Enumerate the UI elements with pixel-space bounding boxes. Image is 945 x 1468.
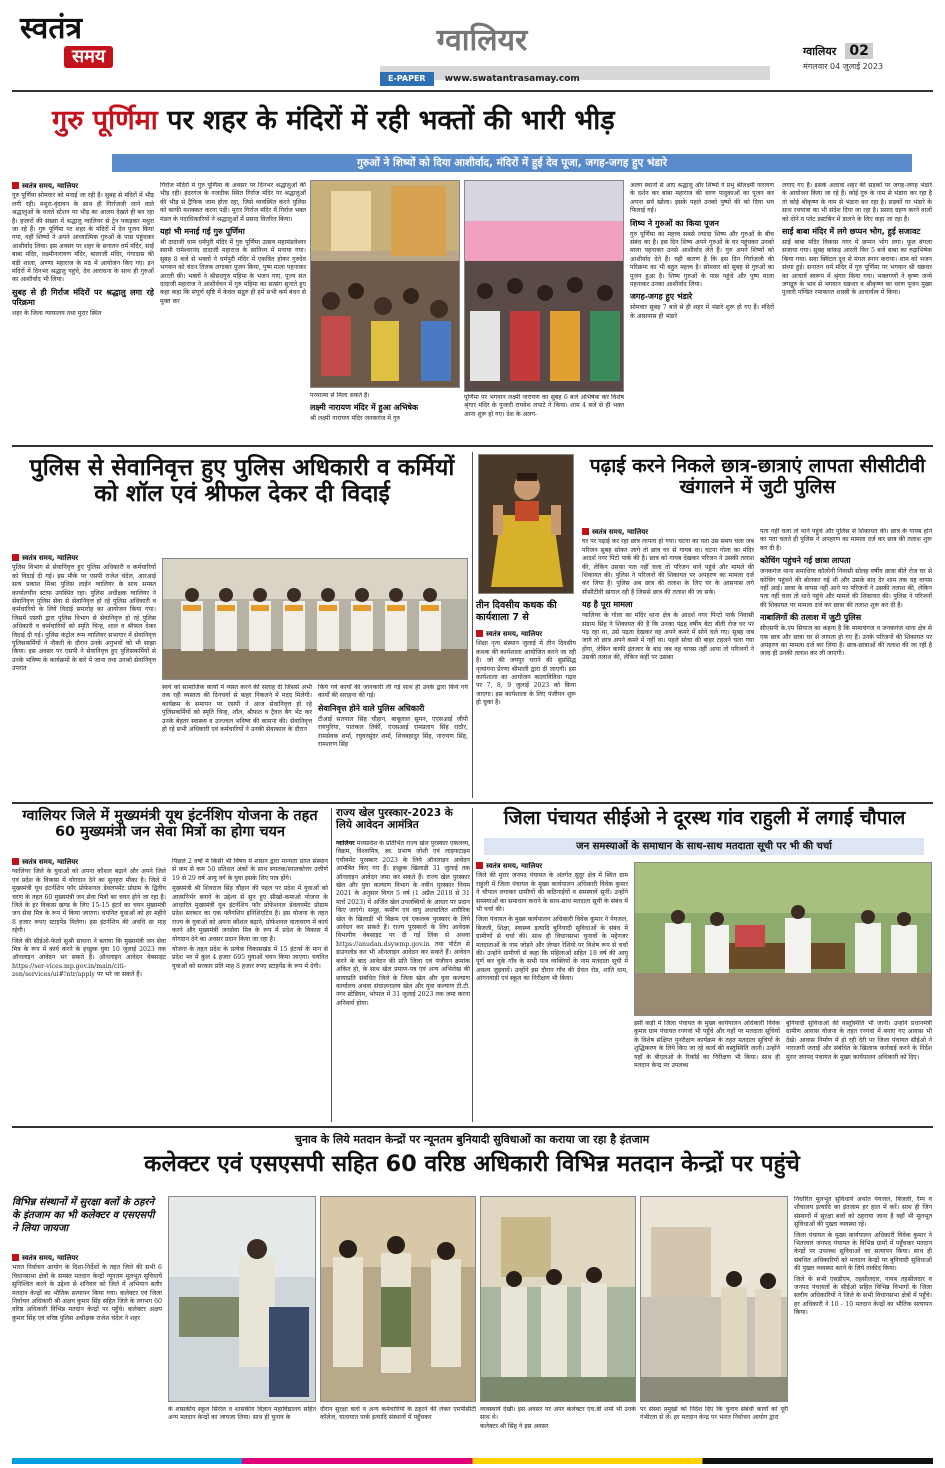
story4-col1-b: ग्वालियर के गोला का मंदिर थाना क्षेत्र के आदर्श नगर पिन्टो पार्क निवासी संग्राम सिंह ने शिकायत की है कि उनका पंद्रह वर्षीय बेटा बीती रोज घर पर पढ़ रहा था, उसे पढ़ता देखकर वह अपने कमरे में सोने चले गए। सुबह जब जागे तो छात्र अपने कमरे में नहीं था। पहले सोचा की बाहर टहलने चला गया होगा, लेकिन काफी इंतजार के बाद जब वह वापस नहीं आया तो परिजनों ने उसकी तलाश की, लेकिन कहीं पर उसका	[582, 612, 754, 662]
story1-photo1-subhead: लक्ष्मी नारायण मंदिर में हुआ अभिषेक	[310, 403, 419, 413]
story7-col2: इसी कड़ी में जिला पंचायत के मुख्य कार्यपालन अधिकारी विवेक कुमार ग्राम पंचायत रनगवां भी पहुँचे और यहाँ पर मतदाता सूचियों के विशेष संक्षिप्त पुनरीक्षण कार्यक्रम के तहत मतदाता सूचियों के शुद्धिकरण के लिये किए जा रहे कार्य की वस्तुस्थिति जानी। उन्होंने यहाँ के बीएलओ के रिकॉर्ड का निरीक्षण भी किया। साथ ही मतदान केन्द्र पर उपलब्ध	[634, 1020, 780, 1070]
story8-col1-text: भारत निर्वाचन आयोग के दिशा-निर्देशों के तहत जिले की सभी 6 विधानसभा क्षेत्रों के समस्त मतदान केन्द्रों न्यूनतम मूलभूत सुविधायें सुनिश्चित करने के उद्देश्य से शनिवार को जिले में अभियान बतौर मतदान केन्द्रों का भौतिक सत्यापन किया गया। कलेक्टर एवं जिला निर्वाचन अधिकारी श्री अक्षय कुमार सिंह सहित जिले के लगभग 60 वरिष्ठ अधिकारी विभिन्न मतदान केन्द्रों पर पहुँचे। कलेक्टर अक्षय कुमार सिंह एवं वरिष्ठ पुलिस अधीक्षक राजेश चंदेल ने शहर	[12, 1264, 162, 1322]
story7-byline: स्वतंत्र समय, ग्वालियर	[476, 862, 628, 870]
election-photo-2	[320, 1196, 476, 1402]
story4-col2-subhead2: नाबालिगों की तलाश में जुटी पुलिस	[760, 613, 862, 623]
story-election-booths	[12, 1130, 933, 1454]
edition-date: मंगलवार 04 जुलाई 2023	[803, 62, 884, 71]
story4-col2-b: जनकगंज थाना समाधिया कॉलोनी निवासी सोलह वर्षीय छात्रा बीते रोज घर से कोचिंग पहुंचने की बोलकर गई थी और उसके बाद देर शाम तक वह वापस नहीं आई। छात्रा के वापस नहीं आने पर परिजनों ने उसकी तलाश की, लेकिन पता नहीं चला तो थाने पहुंचे और मामले की शिकायत की। पुलिस ने परिजनों की शिकायत पर मामला दर्ज कर छात्रा की तलाश शुरू कर दी है।	[760, 568, 932, 609]
masthead	[0, 0, 945, 88]
story1-col5-subhead2: जगह-जगह हुए भंडारे	[630, 292, 693, 302]
story1-col1	[12, 182, 154, 440]
story2-col3-text: किये गये कार्यों की जानकारी ली गई साथ ही उनके द्वारा किये गये कार्यों की सराहना की गई।	[318, 684, 468, 700]
election-photo-4	[640, 1196, 788, 1402]
story4-byline: स्वतंत्र समय, ग्वालियर	[582, 528, 754, 536]
story7-headline: जिला पंचायत सीईओ ने दूरस्थ गांव राहुली में लगाई चौपाल	[503, 807, 906, 829]
story-missing-students	[582, 450, 933, 800]
story5-col1-text: ग्वालियर जिले के युवाओं को अपना कौशल बढ़ाने और अपने जिले एवं प्रदेश के विकास में योगदान देने का सुनहरा मौका है। जिले में मुख्यमंत्री यूथ इंटर्नशिप फॉर प्रोफेशनल डेवलपमेंट प्रोग्राम के द्वितीय चरण के तहत 60 मुख्यमंत्री जन सेवा मित्रों का चयन होने जा रहा है। जिले के हर विकास खण्ड के लिए 15-15 इंटर्न का चयन मुख्यमंत्री जन सेवा मित्र के रूप में किया जाएगा। चयनित युवाओं को हर महीने 8 हजार रूपए स्टाइपेंड मिलेगा। इस इंटर्नशिप की अवधि छः माह रहेगी।	[12, 868, 166, 935]
story1-photo1-tail: श्री लक्ष्मी नारायण मंदिर जनकगंज में गुरु	[310, 415, 401, 423]
story2-col3-subhead: सेवानिवृत्त होने वाले पुलिस अधिकारी	[318, 703, 425, 713]
rule-story2	[12, 802, 933, 804]
story6-body-text: मध्यप्रदेश के प्रतिभित राज्य खेल पुरस्कार एकलव्य, विक्रम, विश्वामित्र, स्व. प्रभाष जोशी एवं लाइफटाइम एचीवमेंट पुरस्कार 2023 के लिये ऑनलाइन आवेदन आमंत्रित किए गए हैं। इच्छुक खिलाड़ी 31 जुलाई तक ऑनलाइन आवेदन जमा कर सकते हैं। राज्य खेल पुरस्कार खेल और युवा कल्याण विभाग के नवीन पुरस्कार नियम 2021 के अनुसार विगत 5 वर्ष (1 अप्रैल 2018 से 31 मार्च 2023) में अर्जित खेल उपलब्धियों के आधार पर प्रदान किए जाएंगे। समूह, कर्मीण एवं वायु अधचालित शारीरिक खेल के खिलाड़ी भी विक्रम एवं एकलव्य पुरस्कार के लिये आवेदन कर सकते हैं। राज्य पुरस्कारों के लिए आवेदक विभागीय वेबसाइट पर दी गई लिंक से अथवा https://anudan.dsywmp.gov.in तथा पोर्टल से डाउनलोड कर भी ऑनलाइन आवेदन कर सकते हैं। आवेदन करने के बाद आवेदन की प्रति जिला एवं पंजीयन क्रमांक अंकित हो, के साथ खेल प्रमाण-पत्र एवं अन्य अभिलेख की छायाप्रति संबंधित जिले के जिला खेल और युवा कल्याण कार्यालय अथवा संचालनालय खेल और युवा कल्याण टी.टी. नगर स्टेडियम, भोपाल में 31 जुलाई 2023 तक जमा करना अनिवार्य होगा।	[336, 840, 470, 1007]
story5-headline: ग्वालियर जिले में मुख्यमंत्री यूथ इंटर्नशिप योजना के तहत 60 मुख्यमंत्री जन सेवा मित्रों का होगा चयन	[22, 808, 318, 841]
story1-col1-text: गुरु पूर्णिमा सोमवार को मनाई जा रही है। सुबह से मंदिरों में भीड़ लगी रही। मथुरा-वृंदावन के साथ ही गिर्राजजी जाने वाले श्रद्धालुओं के चलते स्टेशन पर भीड़ का आलम देखते ही बन रहा है। हजारों की संख्या में श्रद्धालु ग्वालियर से ट्रेन पकड़कर मथुरा जा रहे हैं। गुरु पूर्णिमा पर शहर के मंदिरों में देव पूजन किया गया, वहीं शिष्यों ने अपने आध्यात्मिक गुरुओं के पास पहुंचकर आशीर्वाद लिया। इस अवसर पर शहर के सनातन धर्म मंदिर, साईं बाबा मंदिर, लक्ष्मीनारायण मंदिर, बालाजी मंदिर, गंगादास की बड़ी शाला, अण्णा महाराज के मठ में आयोजन किए गए। इन मंदिरों में दिनभर श्रद्धालु पहुंचे, देव आराधना के साथ ही गुरुओं का आशीर्वाद भी लिया।	[12, 192, 154, 284]
story2-headline: पुलिस से सेवानिवृत्त हुए पुलिस अधिकारी व कर्मियों को शॉल एवं श्रीफल देकर दी विदाई	[29, 455, 455, 507]
story1-photo2-caption: पूर्णिमा पर भगवान लक्ष्मी नारायण का सुबह 6 बजे अभिषेक कर विशेष श्रृंगार मंदिर के पुजारी राघवेश लपाटे ने किया। शाम 4 बजे से ही भक्त आना शुरू हो गए। देश के अलग-	[464, 394, 624, 418]
story1-headline	[52, 106, 912, 136]
epaper-label: E-PAPER	[380, 72, 434, 86]
kathak-dancer-photo	[478, 454, 574, 594]
story8-side-head: विभिन्न संस्थानों में सुरक्षा बलों के ठहरने के इंतजाम का भी कलेक्टर व एसएसपी ने लिया जायजा	[12, 1197, 155, 1234]
epaper-strip	[380, 66, 770, 84]
story-police-farewell	[12, 450, 470, 800]
story1-col1-subhead: सुबह से ही गिर्राज मंदिरों पर श्रद्धालु लगा रहे परिक्रमा	[12, 287, 154, 307]
story4-col1-text: घर पर पढ़ाई कर रहा छात्र लापता हो गया। घटना का पता उस समय चला जब परिजन सुबह सोकर जागे तो छात्र घर से गायब था। घटना गोला का मंदिर आदर्श नगर पिंटो पार्क की है। छात्र को गायब देखकर परिजन ने उसकी तलाश की, लेकिन उसका पता नहीं चला तो परिजन थाने पहुंचे और मामले की शिकायत की। पुलिस ने परिजनों की शिकायत पर अपहरण का मामला दर्ज कर लिया है। पुलिस अब छात्र की तलाश के लिए घर के आसपास लगे सीसीटीवी खंगाल रही है जिससे छात्र की तलाश की जा सके।	[582, 538, 754, 596]
story-kathak-workshop	[476, 450, 576, 800]
story5-col2	[172, 858, 328, 1122]
story1-col6-text: लगाए गए हैं। इसके अलावा शहर की सड़कों पर जगह-जगह भंडारे के आयोजन किया जा रहे हैं। कोई गुरु के नाम से भंडारा कर रहा है तो कोई श्रीकृष्ण के नाम से भंडारा कर रहा है। सड़कों पर भंडारे के साथ रथयात्रा का भी संदेश दिया जा रहा है। प्रसाद ग्रहण करने वालों को दोने व प्लेट डस्टबिन में डालने के लिए कहा जा रहा है।	[782, 182, 932, 223]
city-title: ग्वालियर	[436, 23, 528, 58]
story8-headline: कलेक्टर एवं एसएसपी सहित 60 वरिष्ठ अधिकारी विभिन्न मतदान केन्द्रों पर पहुंचे	[144, 1151, 800, 1177]
story5-col2-c: योजना के तहत प्रदेश के प्रत्येक विकासखंड में 15 इंटर्न्स के मान से प्रदेश भर में कुल 4 हजार 695 युवाओं चयन किया जाएगा। चयनित युवाओं को सरकार प्रति माह 8 हजार रुपए स्टाइपेंड के रूप में देगी।	[172, 946, 328, 970]
edition-name: ग्वालियर	[803, 45, 837, 58]
story8-col1	[12, 1254, 162, 1452]
story6-byline: ग्वालियर	[336, 840, 355, 847]
story1-photo1-caption	[310, 392, 460, 440]
rule-vert-mid	[472, 452, 473, 798]
election-photo-3	[480, 1196, 636, 1402]
story1-col5-subhead: शिष्य ने गुरुओं का किया पूजन	[630, 218, 719, 228]
story3-body	[476, 630, 576, 798]
chaupal-photo	[634, 862, 932, 1016]
story8-cap3-text: व्यवस्थायें देखीं। इस अवसर पर अपर कलेक्टर एच.बी शर्मा भी उनके साथ थे।	[480, 1406, 636, 1422]
police-farewell-photo	[162, 558, 468, 680]
story1-col6	[782, 182, 932, 440]
story4-col1	[582, 528, 754, 798]
story4-col1-subhead: यह है पूरा मामला	[582, 600, 633, 610]
story1-headline-rest: पर शहर के मंदिरों में रही भक्तों की भारी भीड़	[167, 105, 615, 136]
story3-title: तीन दिवसीय कथक की कार्यशाला 7 से	[476, 600, 557, 623]
temple-crowd-photo-1	[310, 180, 460, 388]
temple-crowd-photo-2	[464, 180, 624, 392]
story-youth-internship	[12, 806, 328, 1124]
story4-col2-subhead: कोचिंग पहुंचने गई छात्रा लापता	[760, 556, 851, 566]
story6-headline: राज्य खेल पुरस्कार-2023 के लिये आवेदन आमंत्रित	[336, 807, 453, 831]
story1-col5-c: सोमवार सुबह 7 बजे से ही शहर में भंडारे शुरू हो गए हैं। मंदिरों के आसपास ही भंडारे	[630, 304, 774, 320]
story5-byline: स्वतंत्र समय, ग्वालियर	[12, 858, 166, 866]
story4-col2-c: सीएसपी के.एम सियाज का कहना है कि मामाचंगज व जनकगंज थाना क्षेत्र से एक छात्र और छात्रा घर से लापता हो गए हैं। उनके परिजनों की शिकायत पर अपहरण का मामला दर्ज कर लिया है। छात्र-छात्राओं की तलाश की जा रही है जल्द ही उनकी तलाश कर ली जाएगी।	[760, 625, 932, 658]
story1-col2-text: गिर्राज मंदिरों में गुरु पूर्णिमा के अवसर पर दिनभर श्रद्धालुओं की भीड़ रही। इंदरगंज के नजदीक स्थित गिर्राज मंदिर पर श्रद्धालुओं की भीड़ से ट्रैफिक जाम होता रहा, जिसे व्यवस्थित करने पुलिस को काफी मशक्कत करना पड़ी। मुरार गिर्राज मंदिर में गिर्राज भक्त मंडल के पदाधिकारियों ने श्रद्धालुओं में प्रसाद वितरित किया।	[160, 182, 306, 223]
story7-col1-b: जिला पंचायत के मुख्य कार्यपालन अधिकारी विवेक कुमार ने पेयजल, बिजली, शिक्षा, स्वास्थ्य इत्यादि बुनियादी सुविधाओं के संबंध में ग्रामीणों से चर्चा की। साथ ही विधानसभा चुनावों के मद्देनजर मतदाताओं के नाम जोड़ने और जेण्डर रेशियो पर विशेष रूप से चर्चा की। उन्होंने ग्रामीणों से कहा कि महिलाओं सहित 18 वर्ष की आयु पूर्ण कर चुके गाँव के सभी पात्र व्यक्तियों के नाम मतदाता सूची में अवश्य जुड़वायें। उन्होंने इस दौरान गाँव की ग्रेवल रोड, शांति धाम, आंगनवाड़ी एवं स्कूल का निरीक्षण भी किया।	[476, 916, 628, 983]
story1-col2-subhead: यहां भी मनाई गई गुरु पूर्णिमा	[160, 227, 245, 237]
story8-kicker: चुनाव के लिये मतदान केन्द्रों पर न्यूनतम बुनियादी सुविधाओं का कराया जा रहा है इंतजाम	[294, 1133, 650, 1146]
story2-byline: स्वतंत्र समय, ग्वालियर	[12, 554, 156, 562]
story7-strap: जन समस्याओं के समाधान के साथ-साथ मतदाता सूची पर भी की चर्चा	[484, 838, 924, 855]
story5-col1-b[interactable]: जिले की सीईओ-फेलो सुश्री साधना ने बताया कि मुख्यमंत्री जन सेवा मित्र के रूप में कार्य करने के इच्छुक युवा 10 जुलाई 2023 तक ऑनलाइन आवेदन भर सकते हैं। ऑनलाइन आवेदन वेबसाइट https://ser-vices.mp.gov.in/main/citi-zen/services/ui#!ntr/apply पर भरे जा सकते हैं।	[12, 937, 166, 979]
logo-bottom: समय	[64, 46, 113, 68]
story8-byline: स्वतंत्र समय, ग्वालियर	[12, 1254, 162, 1262]
story8-col6-c: जिले के सभी एसडीएम, तहसीलदार, नायब तहसीलदार व जनपद पंचायतों के सीईओ सहित विभिन्न विभागों के जिला स्तरीय अधिकारियों ने जिले के सभी विधानसभा क्षेत्रों में पहुँचे। हर अधिकारी ने 10 - 10 मतदान केन्द्रों का भौतिक सत्यापन किया।	[794, 1275, 932, 1317]
story8-cap3-b: कलेक्टर श्री सिंह ने इस अवसर	[480, 1422, 549, 1430]
story3-body-text: शिक्षा नृत्य संस्थान जुलाई में तीन दिवसीय कथक की कार्यशाला आयोजित करने जा रही है। जो की जयपुर घराने की सुप्रसिद्ध नृत्यांगना प्रेरणा श्रीमाली द्वारा दी जाएगी। इस कार्यशाला का आयोजन कालाविविधा गढ़व पर 7, 8, 9 जुलाई 2023 को किया जाएगा। इस कार्यशाला के लिए पंजीयन शुरू हो चुका है।	[476, 640, 576, 707]
story1-strap: गुरुओं ने शिष्यों को दिया आशीर्वाद, मंदिरों में हुई देव पूजा, जगह-जगह हुए भंडारे	[112, 154, 912, 172]
story8-col6-b: जिला पंचायत के मुख्य कार्यपालन अधिकारी विवेक कुमार ने भितरवार जनपद पंचायत के विभिन्न ग्रामों में पहुँचकर मतदान केन्द्रों पर उपलब्ध सुविधाओं का सत्यापन किया। साथ ही संबंधित अधिकारियों को मतदान केन्द्रों पर बुनियादी सुविधाओं की पुख्ता व्यवस्था करने के लिये ताकीद किया।	[794, 1231, 932, 1273]
rule-story1	[12, 445, 933, 447]
story7-col3: बुनियादी सुविधाओं की वस्तुस्थिति भी जानी। उन्होंने प्रधानमंत्री ग्रामीण आवास योजना के तहत रनगवां में बनाए गए आवास भी देखे। आवास निर्माण में हो रही देरी पर जिला पंचायत सीईओ ने नाराजगी जताई और संबंधित के खिलाफ कार्रवाई करने के निर्देश मुरार जनपद पंचायत के मुख्य कार्यपालन अधिकारी को दिए।	[786, 1020, 932, 1061]
story1-col1-tail: शहर के जिला न्यायालय तथा मुरार स्थित	[12, 309, 102, 317]
logo-top: स्वतंत्र	[20, 11, 83, 46]
story7-col1-text: जिले की मुरार जनपद पंचायत के अंतर्गत सुदूर क्षेत्र में स्थित ग्राम राहुली में जिला पंचायत के मुख्य कार्यपालन अधिकारी विवेक कुमार ने चौपाल लगाकर ग्रामीणों की कठिनाईयों व समस्यायें सुनीं। उन्होंने समस्याओं का समाधान कराने के साथ-साथ मतदाता सूची के संबंध में भी चर्चा की।	[476, 872, 628, 914]
story1-col6-b: साईं बाबा मंदिर विकास नगर में छप्पन भोग लगा। फूल बंगला सजाया गया। सुबह कांकड़ आरती फिर 5 बजे बाबा का रुद्राभिषेक किया गया। सवा क्विंटल दूध से मंगल स्नान कराया। शाम को भजन संध्या हुई। सनातन धर्म मंदिर में गुरु पूर्णिमा पर भगवान श्री चक्रधर का आचार्य स्वरूप में श्रृंगार किया गया। भक्तगणों ने कृष्ण जन्मे जगद्गुरु के भाव से भगवान चक्रधर व श्रीकृष्ण का चरण पूजन मुख्य पुजारी पण्डित रमाकान्त शास्त्री के आचार्यत्व में किया।	[782, 239, 932, 297]
story8-col6	[794, 1196, 932, 1452]
story8-cap1: के शासकीय स्कूल सिरोल व शासकीय विज्ञान महाविद्यालय सहित अन्य मतदान केन्द्रों का जायजा लिया। साथ ही चुनाव के	[168, 1406, 316, 1422]
story1-headline-red: गुरु पूर्णिमा	[52, 105, 158, 136]
story-sports-award	[336, 806, 470, 1124]
story2-col1-text: पुलिस विभाग से सेवानिवृत्त हुए पुलिस अधिकारी व कर्मचारियों को विदाई दी गई। इस मौके पर एसपी राजेश चंदेल, आरआई सत्य प्रकाश मिश्रा पुलिस लाईन ग्वालियर के साथ समस्त कार्यालयीन स्टाफ उपस्थित रहा। पुलिस अधीक्षक ग्वालियर ने सेवानिवृत्त पुलिस सेवा से सेवानिवृत्त हो रहे पुलिस अधिकारी व कर्मचारियों के लिये विदाई समारोह का आयोजन किया गया। जिसमें एसपी द्वारा पुलिस विभाग से सेवानिवृत्त हो रहे पुलिस अधिकारी व कर्मचारियों को स्मृति चिन्ह, शाल व श्रीफल देकर विदाई दी गई। पुलिस कंट्रोल रूम ग्वालियर सभागार में सेवानिवृत्त पुलिसकर्मियों ने नौकरी के दौरान उनके अनुभवों को भी साझा किया। इस अवसर पर एसपी ने सेवानिवृत्त हुए पुलिसकर्मियों से उनके भविष्य के कार्यक्रमों के बारे में जाना तथा उनको सेवानिवृत्त उपरांत	[12, 564, 156, 673]
story2-col3	[318, 684, 468, 798]
story1-col5-text: अलग स्थानों से आए श्रद्धालु और शिष्यों ने प्रभु श्रीलक्ष्मी नारायण के दर्शन कर बाबा महाराज की चरण पादुकाओं का पूजन कर अपना सर्व खोला। इसके पहले उनको पुष्पों की को दिया भय फिलाई गई।	[630, 182, 774, 215]
story1-col6-subhead: साईं बाबा मंदिर में लगे छप्पन भोग, हुई सजावट	[782, 227, 921, 237]
rule-story3	[12, 1126, 933, 1128]
story1-col2-b: श्री दादाजी धाम धर्मपुरी मंदिर में गुरु पूर्णिमा उत्सव महामंडलेश्वर स्वामी रामेश्वरनंद दादाजी महाराज के सानिध्य में मनाया गया। सुबह 8 बजे से भक्तों ने धर्मपुरी मंदिर में एकत्रित होकर गुरुदेव भगवान को चंदन तिलक लगाकर पूजन किया, पुष्प माला पहनाकर आरती की। भक्तों ने श्रीसदगुरु महिमा के भजन गाए, पूज्य संत दादाजी महाराज ने आशीर्वचन में गुरु महिमा का सत्संग सुनाते हुए कहा कहा कि संपूर्ण सृष्टि में केवल सद्गुरु ही हमें सभी कर्म बंधन से मुक्त कर	[160, 239, 306, 305]
story3-byline: स्वतंत्र समय, ग्वालियर	[476, 630, 576, 638]
story8-cap4: पर संस्था प्रमुखों को निर्देश दिए कि चुनाव संबंधी कार्यों को पूरी गंभीरता से लें। हर मतदान केन्द्र पर भारत निर्वाचन आयोग द्वारा	[640, 1406, 788, 1422]
bottom-color-strip	[12, 1458, 933, 1464]
story5-col2-text: पिछले 2 वर्षों में किसी भी विषय में शासन द्वारा मान्यता प्राप्त संस्थान से कम से कम 50 प्रतिशत अंकों के साथ स्नातक/स्नातकोत्तर उत्तीर्ण 19 से 29 वर्ष आयु वर्ग के युवा इसके लिए पात्र होंगे।	[172, 858, 328, 882]
rule-vert-6	[472, 808, 473, 1122]
story8-cap3	[480, 1406, 636, 1452]
story7-col1	[476, 862, 628, 1122]
story1-col5-b: गुरु पूर्णिमा का महत्त्व सबसे ज्यादा शिष्य और गुरुओं के बीच संबंध का है। इस दिन शिष्य अपने गुरुओं के घर पहुंचकर उनको माला पहनाकर उनसे आशीर्वाद लेते हैं। गुरु अपने शिष्यों को आशीर्वाद देते हैं। यही कारण है कि इस दिन गिर्राजजी की परिक्रमा का भी बहुत महत्त्व है। सोमवार को सुबह से गुरुओं का पूजन हुआ है। शिष्य गुरुओं के पास पहुंचे और पुष्प माला पहनाकर उनका आशीर्वाद लिया।	[630, 230, 774, 289]
masthead-rule	[12, 90, 933, 92]
story4-headline: पढ़ाई करने निकले छात्र-छात्राएं लापता सीसीटीवी खंगालने में जुटी पुलिस	[589, 455, 926, 499]
story4-col2-text: पता नहीं चला तो थाने पहुंचे और पुलिस से शिकायत की। छात्र के गायब होने का पता चलते ही पुलिस ने अपहरण का मामला दर्ज कर छात्र की तलाश शुरू कर दी है।	[760, 528, 932, 552]
story1-photo1-caption-tail: परमात्मा से मिला सकते हैं।	[310, 392, 370, 399]
story-guru-purnima	[12, 94, 933, 442]
rule-vert-5	[331, 808, 332, 1122]
election-photo-1	[168, 1196, 316, 1402]
story6-body	[336, 840, 470, 1122]
story5-col1	[12, 858, 166, 1122]
story4-col2	[760, 528, 932, 798]
story-village-chaupal	[476, 806, 933, 1124]
story1-byline: स्वतंत्र समय, ग्वालियर	[12, 182, 154, 190]
logo	[20, 12, 160, 78]
story1-col2	[160, 182, 306, 440]
website-link[interactable]: www.swatantrasamay.com	[444, 74, 580, 84]
story8-col6-text: निर्धारित मूलभूत सुविधायें अर्थात पेयजल, बिजली, रैम्प व शौचालय इत्यादि का इंतजाम हर हाल में करें। साथ ही जिन संस्थानों में सुरक्षा बलों को ठहराया जाना है वहाँ भी मूलभूत सुविधाओं की पुख्ता व्यवस्था रहे।	[794, 1196, 932, 1229]
story5-col2-b: मुख्यमंत्री श्री शिवराज सिंह चौहान की पहल पर प्रदेश में युवाओं को आत्मनिर्भर बनाने के उद्देश्य से सुन हुए सीखो-कमाओ योजना के आधारित मुख्यमंत्री यूथ इंटर्नशिप फॉर प्रोफेशनल डेवलपमेंट प्रोग्राम प्रदेश सरकार का एक फ्लैगशिप इनिशिएटिव है। इस योजना के तहत राज्य के युवाओं को अपना कौशल बढ़ाने, प्रोफेशनल वातावरण में कार्य करने और मुख्यमंत्री जनसेवा मित्र के रूप में प्रदेश के विकास में योगदान देने का अवसर प्रदान किया जा रहा है।	[172, 885, 328, 943]
edition-box	[803, 40, 923, 80]
story1-col5	[630, 182, 774, 440]
story8-cap2: दौरान सुरक्षा बलों व अन्य कर्मचारियों के ठहरने की लेकर एमपीसीटी कॉलेज, यातायात पार्क इत्यादि संस्थानों में पहुँचकर	[320, 1406, 476, 1422]
story2-col1	[12, 554, 156, 798]
story2-col2: स्वयं को सामाजिक कार्यों में व्यस्त करने की सलाह दी जिससे अभी तक रही व्यस्तता की दिनचर्या से बाहर निकलने में मदद मिलेगी। कार्यक्रम के समापन पर एसपी ने आज सेवानिवृत्त हो रहे पुलिसकर्मियों को स्मृति चिन्ह, शॉल, श्रीफल व ट्रैवल बैग भेंट कर उनके बेहतर स्वास्थ्य व उज्ज्वल भविष्य की कामना की। सेवानिवृत्त हो रहे सभी अधिकारी एवं कर्मचारियों ने उनकी सेवाकाल के दौरान	[162, 684, 312, 734]
story2-col3-b: टीआई सतपाल सिंह चौहान, बाबूलाल सुमन, एएसआई जीपी रायपुरिया, पातकल तिर्की, एएसआई रामप्रताप सिंह राठौर, रामसेवक शर्मा, रघुवरसुंदर शर्मा, शिवबहादुर सिंह, नारायण सिंह, रामशरण सिंह	[318, 715, 468, 749]
page-number: 02	[845, 43, 872, 59]
